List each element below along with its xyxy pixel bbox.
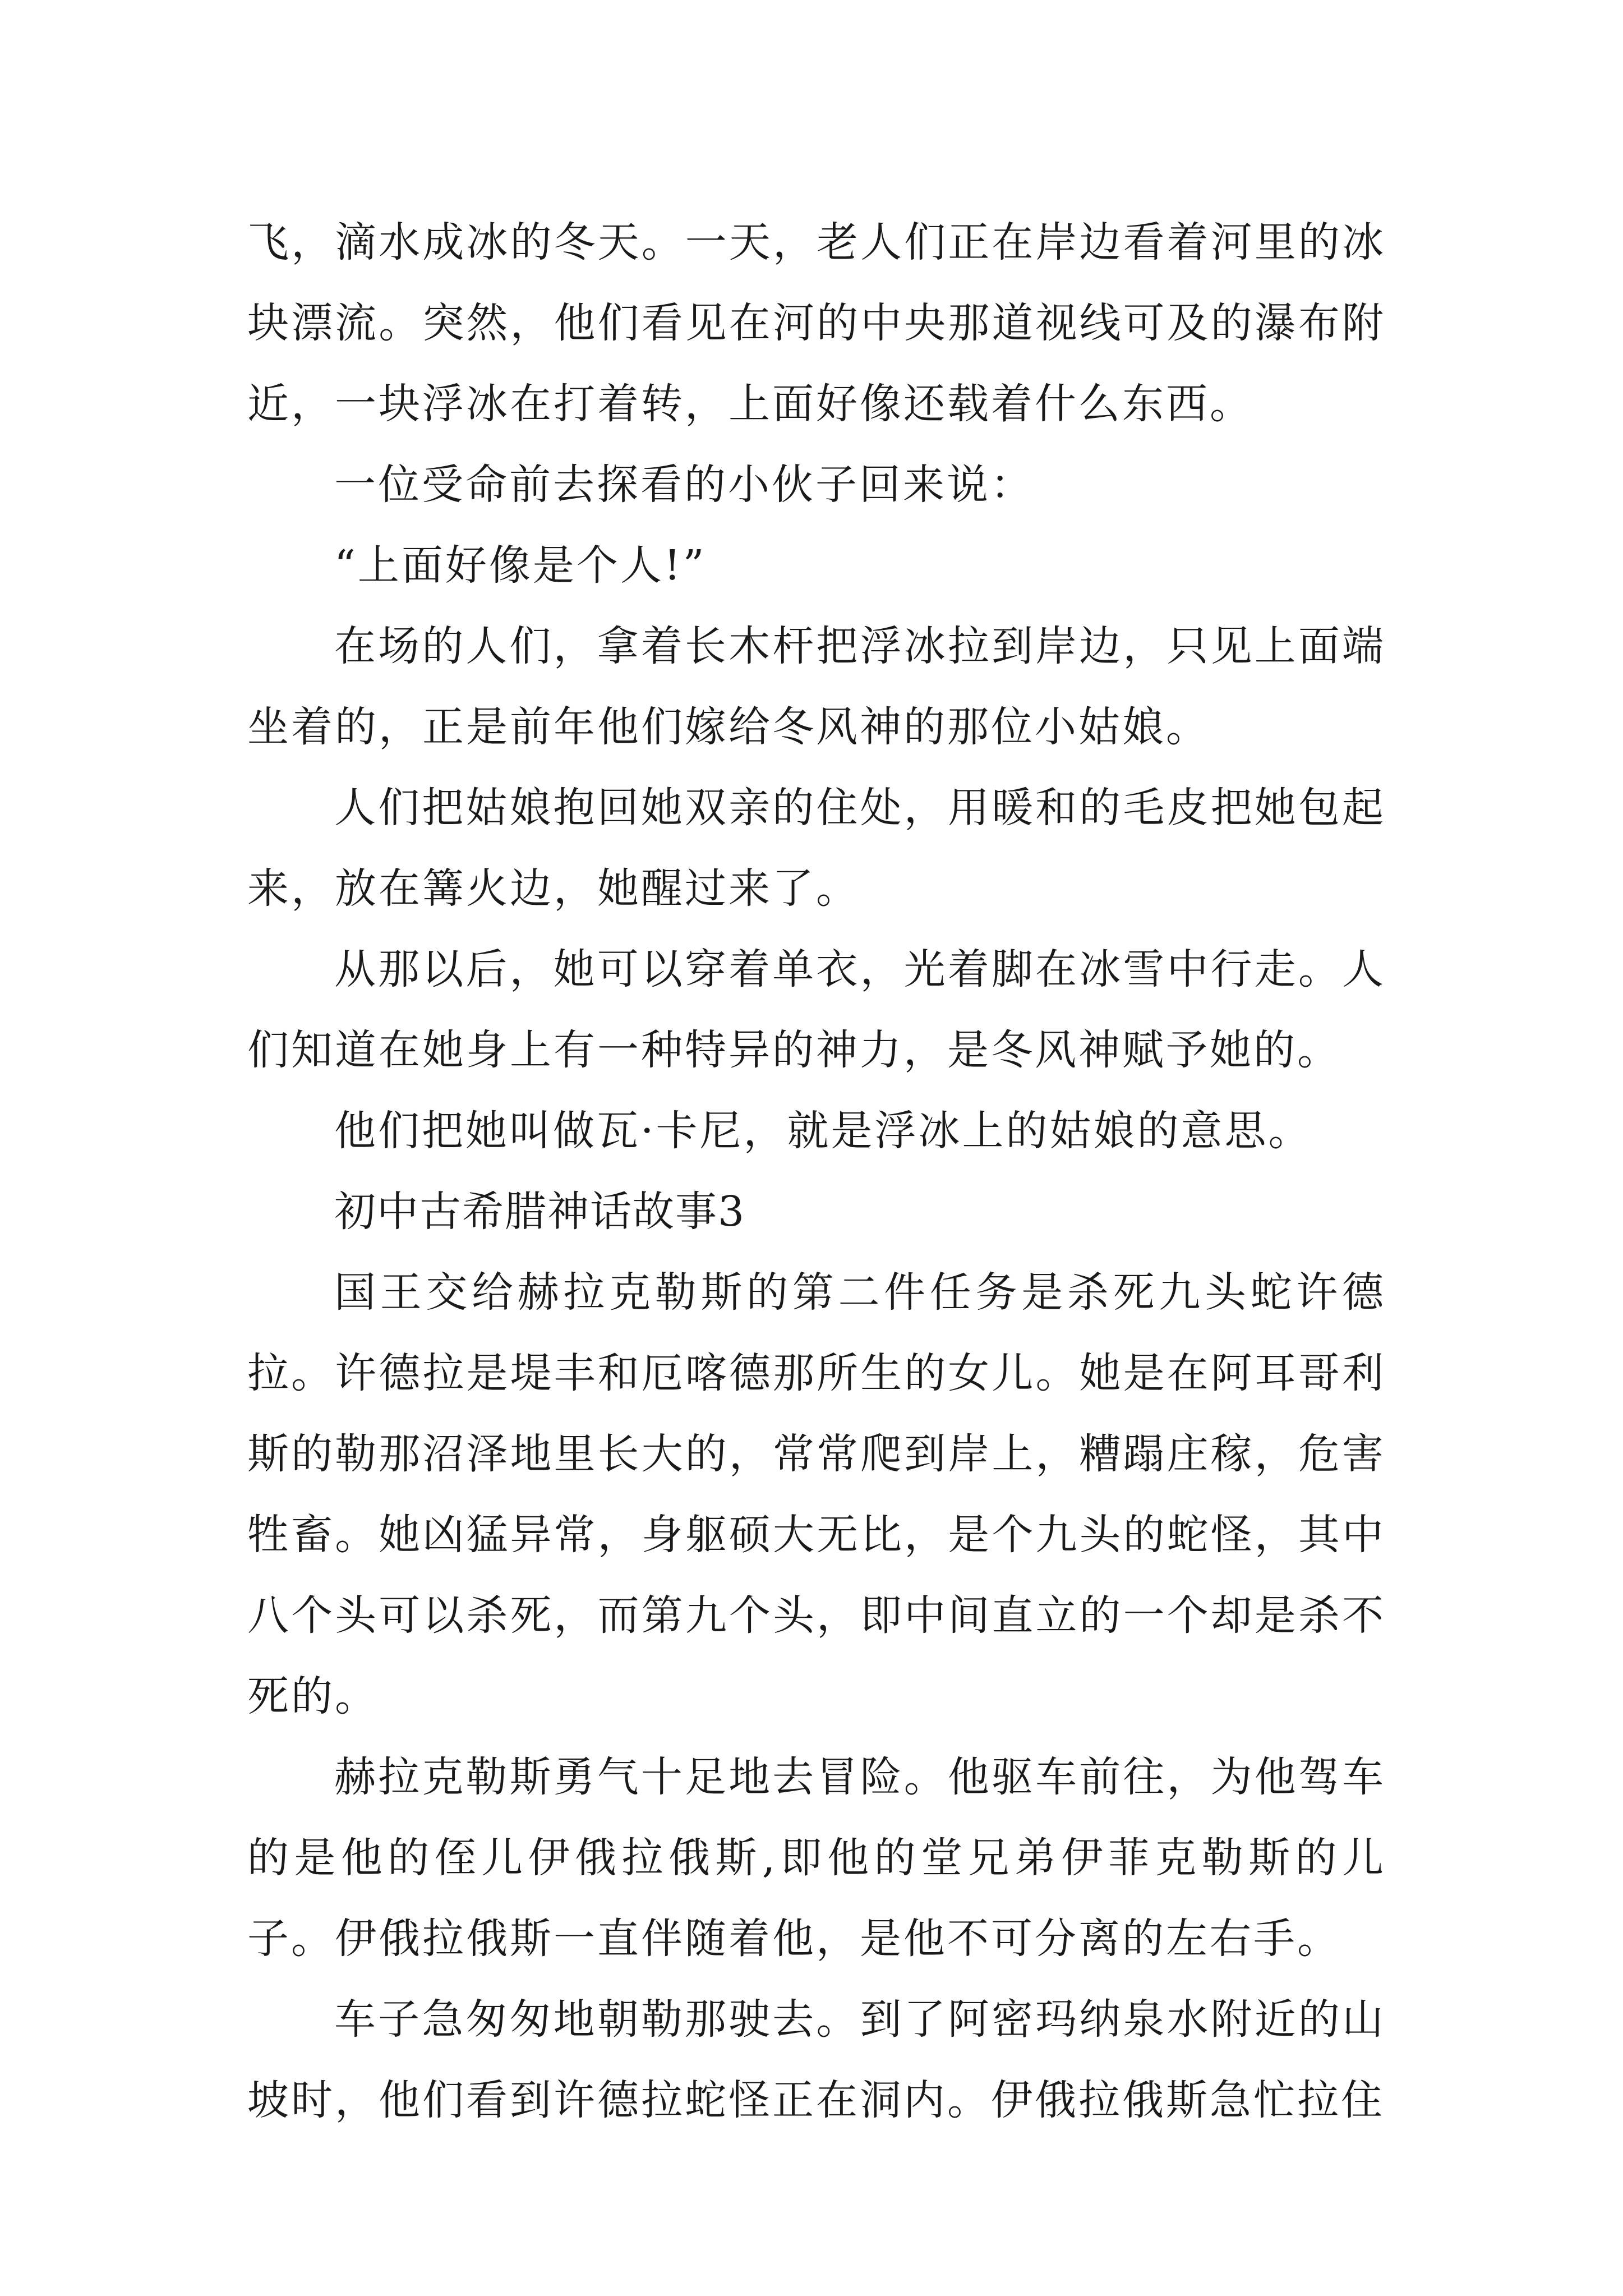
paragraph: 赫拉克勒斯勇气十足地去冒险。他驱车前往，为他驾车的是他的侄儿伊俄拉俄斯,即他的堂兄弟伊菲克勒斯的儿子。伊俄拉俄斯一直伴随着他，是他不可分离的左右手。 xyxy=(247,1753,1386,1963)
paragraph: 一位受命前去探看的小伙子回来说： xyxy=(334,461,1034,509)
paragraph-continuation: 飞，滴水成冰的冬天。一天，老人们正在岸边看着河里的冰块漂流。突然，他们看见在河的中央那道视线可及的瀑布附近，一块浮冰在打着转，上面好像还载着什么东西。 xyxy=(247,218,1386,428)
paragraph: 车子急匆匆地朝勒那驶去。到了阿密玛纳泉水附近的山坡时，他们看到许德拉蛇怪正在洞内。伊俄拉俄斯急忙拉住 xyxy=(247,1995,1386,2124)
paragraph: 在场的人们，拿着长木杆把浮冰拉到岸边，只见上面端坐着的，正是前年他们嫁给冬风神的那位小姑娘。 xyxy=(247,622,1386,751)
paragraph: 他们把她叫做瓦·卡尼，就是浮冰上的姑娘的意思。 xyxy=(334,1107,1312,1155)
document-body xyxy=(247,202,1386,2141)
section-title: 初中古希腊神话故事3 xyxy=(334,1188,746,1236)
paragraph-quote: “上面好像是个人!” xyxy=(334,541,707,590)
paragraph: 人们把姑娘抱回她双亲的住处，用暖和的毛皮把她包起来，放在篝火边，她醒过来了。 xyxy=(247,784,1386,913)
paragraph: 从那以后，她可以穿着单衣，光着脚在冰雪中行走。人们知道在她身上有一种特异的神力，是冬风神赋予她的。 xyxy=(247,945,1386,1074)
paragraph: 国王交给赫拉克勒斯的第二件任务是杀死九头蛇许德拉。许德拉是堤丰和厄喀德那所生的女儿。她是在阿耳哥利斯的勒那沼泽地里长大的，常常爬到岸上，糟蹋庄稼，危害牲畜。她凶猛异常，身躯硕大无比，是个九头的蛇怪，其中八个头可以杀死，而第九个头，即中间直立的一个却是杀不死的。 xyxy=(247,1268,1386,1720)
